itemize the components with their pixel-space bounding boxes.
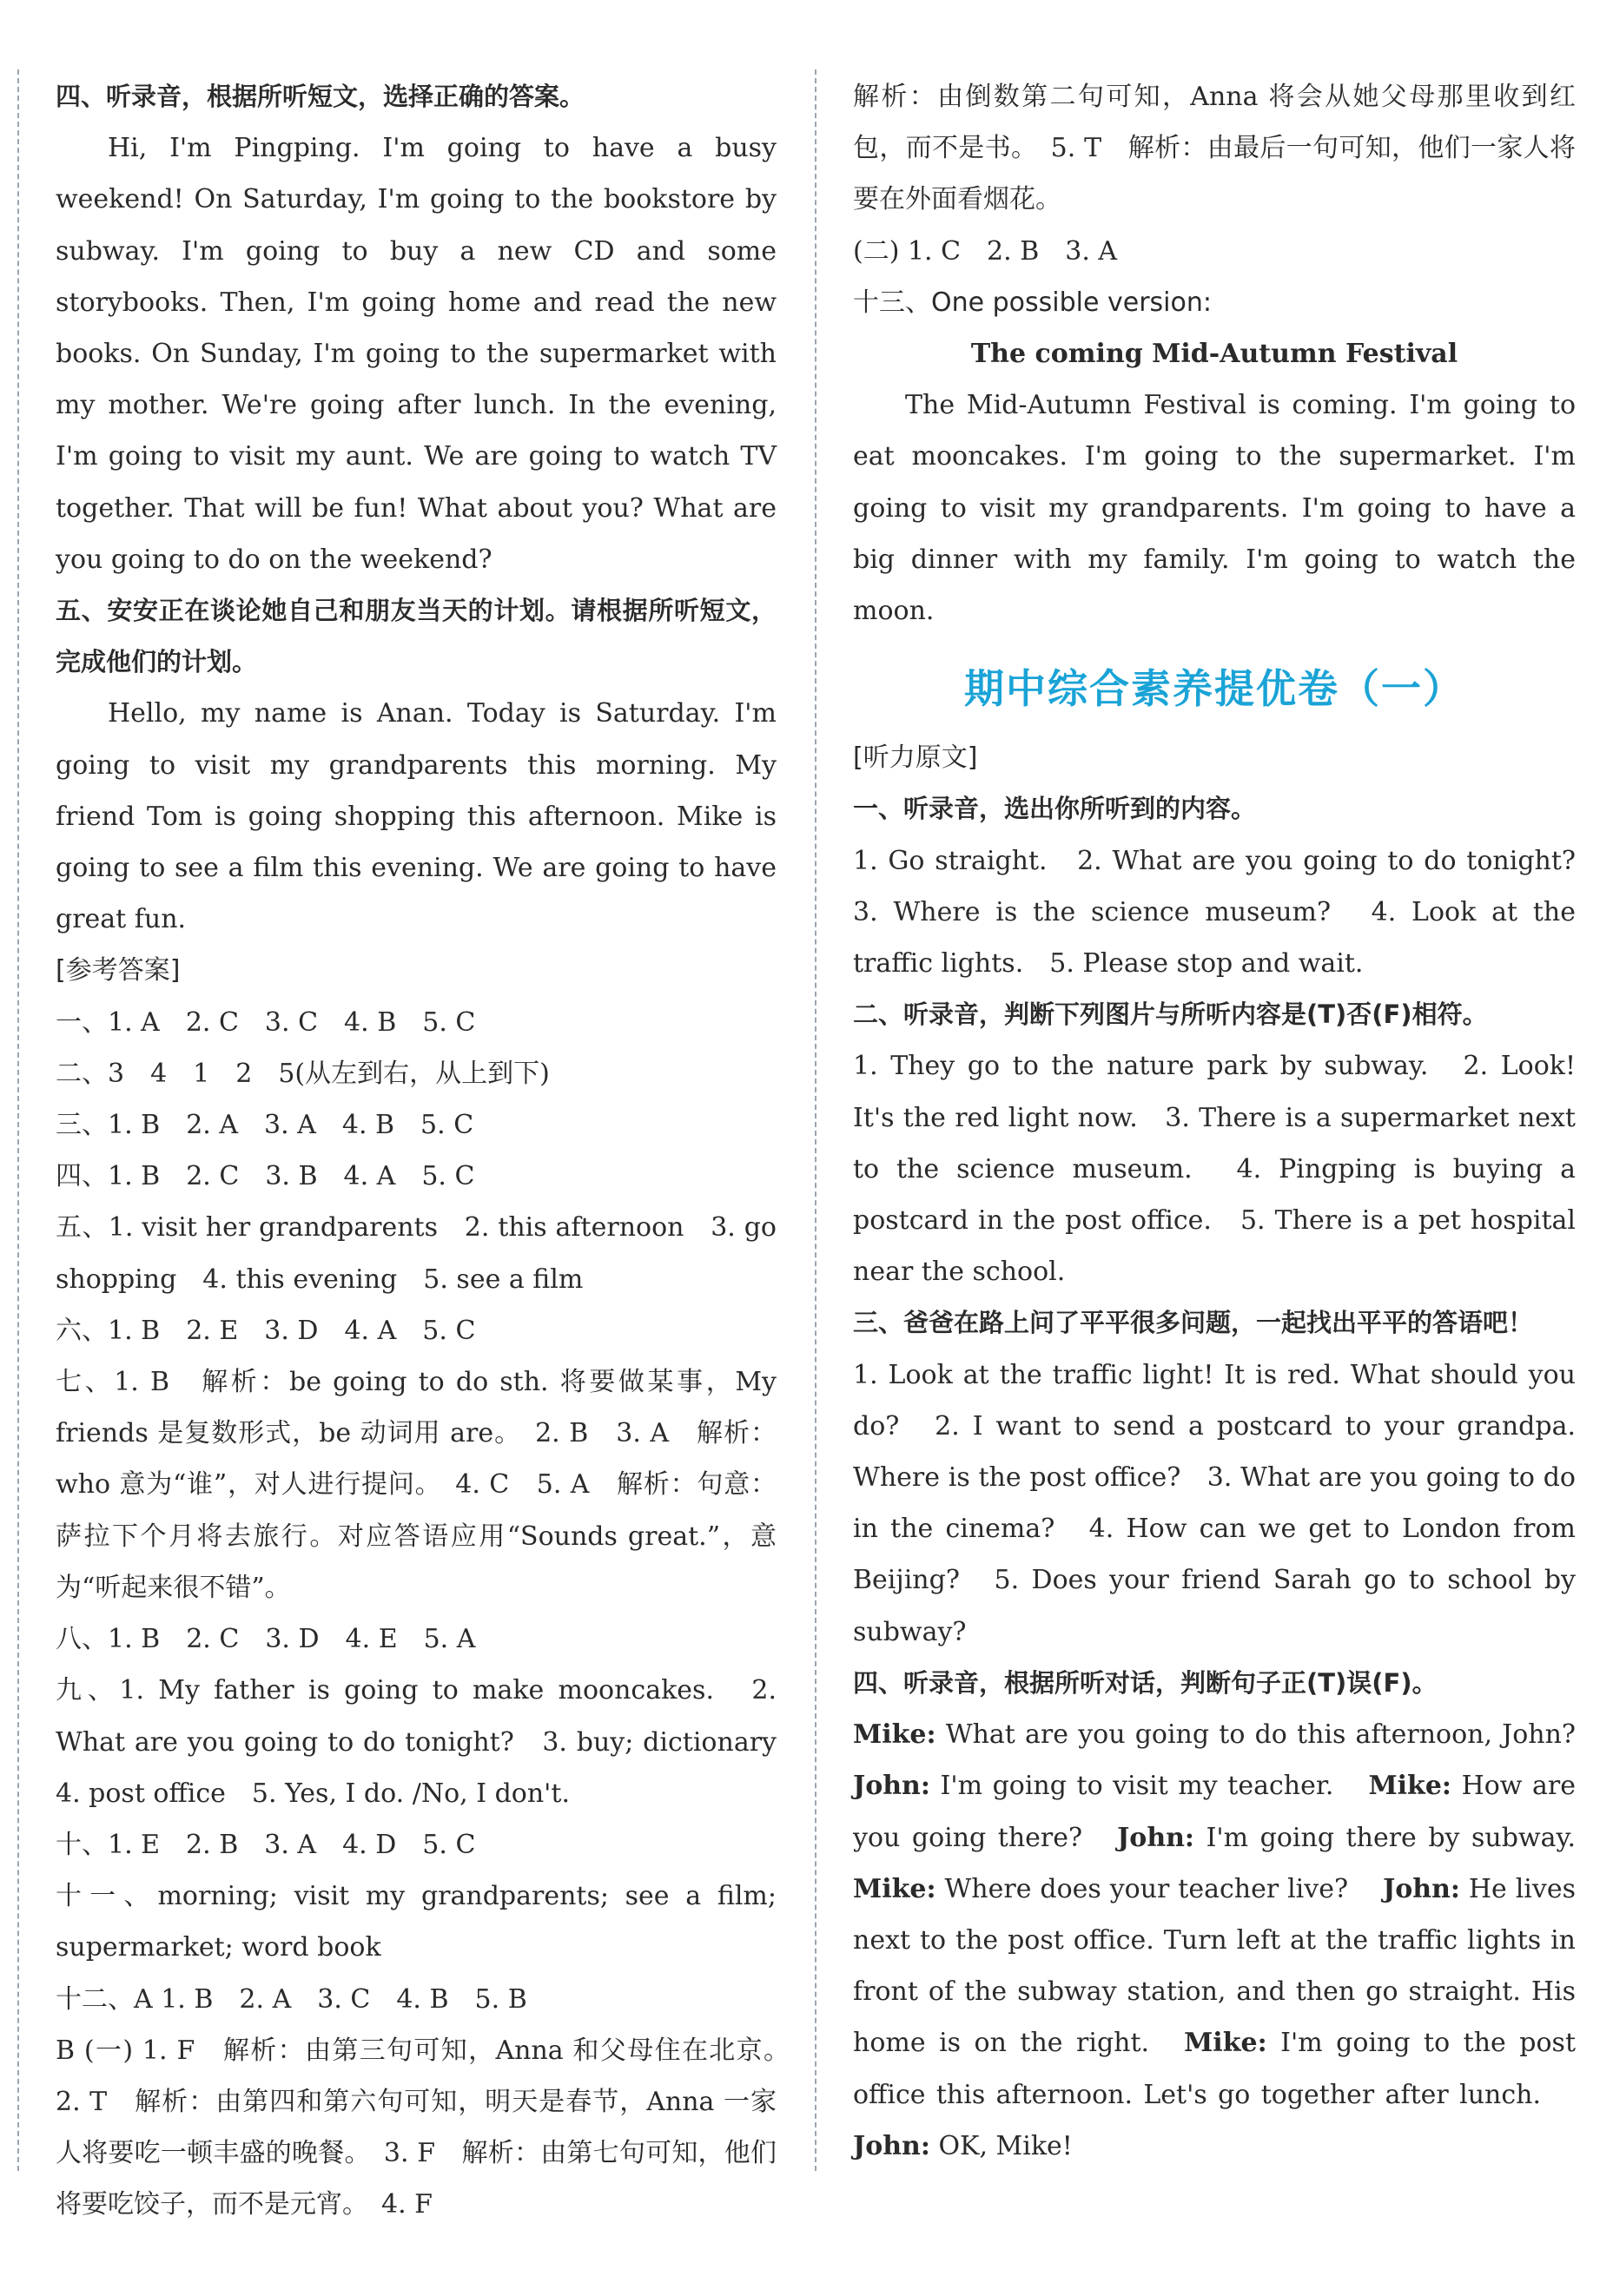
answer-9: 九、1. My father is going to make mooncakes. 2. What are you going to do tonight? 3. buy; dictionary 4. post office 5. Yes, I do. /No, I don't. bbox=[56, 1675, 803, 1809]
dialogue-speaker: Mike: bbox=[853, 1873, 936, 1904]
dialogue-speaker: John: bbox=[1117, 1822, 1195, 1853]
answer-12-b-part-2: (二) 1. C 2. B 3. A bbox=[853, 235, 1118, 267]
answer-8: 八、1. B 2. C 3. D 4. E 5. A bbox=[56, 1624, 476, 1655]
dialogue-line: I'm going to the post office this afternoon. Let's go together after lunch. bbox=[853, 2028, 1576, 2110]
listening-script-label: [听力原文] bbox=[853, 742, 978, 774]
answer-4: 四、1. B 2. C 3. B 4. A 5. C bbox=[56, 1161, 475, 1192]
listening-section-1-body: 1. Go straight. 2. What are you going to do tonight? 3. Where is the science museum? 4. Look at the traffic lights. 5. Please stop and wait. bbox=[853, 845, 1602, 980]
dialogue-speaker: John: bbox=[853, 1771, 930, 1802]
section-5-heading: 五、安安正在谈论她自己和朋友当天的计划。请根据所听短文，完成他们的计划。 bbox=[56, 596, 777, 677]
left-margin-rule bbox=[17, 69, 19, 2171]
listening-section-3-heading: 三、爸爸在路上问了平平很多问题，一起找出平平的答语吧！ bbox=[853, 1308, 1534, 1338]
dialogue-speaker: Mike: bbox=[1368, 1771, 1451, 1802]
listening-section-3-body: 1. Look at the traffic light! It is red. What should you do? 2. I want to send a postcard to your grandpa. Where is the post office? 3. What are you going to do in the cinema? 4. How can we get to London from Beijing? 5. Does your friend Sarah go to school by subway? bbox=[853, 1359, 1576, 1647]
section-4-heading: 四、听录音，根据所听短文，选择正确的答案。 bbox=[56, 82, 585, 111]
answer-6: 六、1. B 2. E 3. D 4. A 5. C bbox=[56, 1315, 476, 1346]
dialogue bbox=[853, 1709, 1576, 2172]
answer-10: 十、1. E 2. B 3. A 4. D 5. C bbox=[56, 1829, 476, 1860]
answer-12-b-continued: 解析：由倒数第二句可知，Anna 将会从她父母那里收到红包，而不是书。 5. T 解析：由最后一句可知，他们一家人将要在外面看烟花。 bbox=[853, 82, 1576, 215]
dialogue-speaker: John: bbox=[1383, 1873, 1460, 1904]
right-column bbox=[853, 71, 1602, 2172]
answer-1: 一、1. A 2. C 3. C 4. B 5. C bbox=[56, 1006, 476, 1038]
dialogue-line: Where does your teacher live? bbox=[944, 1873, 1349, 1904]
left-column bbox=[56, 71, 803, 2231]
listening-section-2-heading: 二、听录音，判断下列图片与所听内容是(T)否(F)相符。 bbox=[853, 1000, 1488, 1030]
answer-12-b: B (一) 1. F 解析：由第三句可知，Anna 和父母住在北京。 2. T 解析：由第四和第六句可知，明天是春节，Anna 一家人将要吃一顿丰盛的晚餐。 3. F 解析：由第七句可知，他们将要吃饺子，而不是元宵。 4. F bbox=[56, 2035, 803, 2220]
dialogue-line: What are you going to do this afternoon, John? bbox=[945, 1719, 1576, 1751]
column-divider bbox=[815, 69, 816, 2171]
section-5-passage: Hello, my name is Anan. Today is Saturday. I'm going to visit my grandparents this morning. My friend Tom is going shopping this afternoon. Mike is going to see a film this evening. We are going to have great fun. bbox=[56, 698, 777, 935]
dialogue-line: How are you going there? bbox=[853, 1771, 1576, 1853]
answer-3: 三、1. B 2. A 3. A 4. B 5. C bbox=[56, 1110, 474, 1141]
dialogue-speaker: Mike: bbox=[853, 1719, 936, 1751]
section-13-label: 十三、One possible version: bbox=[853, 287, 1212, 318]
dialogue-line: He lives next to the post office. Turn left at the traffic lights in front of the subway station, and then go straight. His home is on the right. bbox=[853, 1873, 1576, 2059]
exam-title: 期中综合素养提优卷（一） bbox=[964, 665, 1464, 713]
dialogue-line: I'm going to visit my teacher. bbox=[940, 1771, 1334, 1802]
essay-body: The Mid-Autumn Festival is coming. I'm going to eat mooncakes. I'm going to the supermarket. I'm going to visit my grandparents. I'm going to have a big dinner with my family. I'm going to watch the moon. bbox=[853, 390, 1576, 627]
answer-key-label: [参考答案] bbox=[56, 955, 181, 986]
answer-2: 二、3 4 1 2 5(从左到右，从上到下) bbox=[56, 1058, 550, 1089]
dialogue-line: I'm going there by subway. bbox=[1206, 1822, 1576, 1853]
dialogue-speaker: Mike: bbox=[1184, 2028, 1267, 2059]
answer-5: 五、1. visit her grandparents 2. this afternoon 3. go shopping 4. this evening 5. see a film bbox=[56, 1212, 777, 1295]
listening-section-4-heading: 四、听录音，根据所听对话，判断句子正(T)误(F)。 bbox=[853, 1667, 1438, 1698]
dialogue-speaker: John: bbox=[853, 2130, 930, 2161]
listening-section-2-body: 1. They go to the nature park by subway. 2. Look! It's the red light now. 3. There is a supermarket next to the science museum. 4. Pingping is buying a postcard in the post office. 5. There is a pet hospital near the school. bbox=[853, 1051, 1576, 1288]
answer-12-a: 十二、A 1. B 2. A 3. C 4. B 5. B bbox=[56, 1983, 527, 2015]
answer-11: 十一、morning; visit my grandparents; see a film; supermarket; word book bbox=[56, 1881, 777, 1963]
essay-title: The coming Mid-Autumn Festival bbox=[970, 339, 1458, 370]
answer-7: 七、1. B 解析：be going to do sth. 将要做某事，My friends 是复数形式，be 动词用 are。 2. B 3. A 解析：who 意为“谁”，对人进行提问。 4. C 5. A 解析：句意：萨拉下个月将去旅行。对应答语应用“Sounds great.”，意为“听起来很不错”。 bbox=[56, 1367, 777, 1603]
listening-section-1-heading: 一、听录音，选出你所听到的内容。 bbox=[853, 794, 1257, 824]
section-4-passage: Hi, I'm Pingping. I'm going to have a busy weekend! On Saturday, I'm going to the bookstore by subway. I'm going to buy a new CD and some storybooks. Then, I'm going home and read the new books. On Sunday, I'm going to the supermarket with my mother. We're going after lunch. In the evening, I'm going to visit my aunt. We are going to watch TV together. That will be fun! What about you? What are you going to do on the weekend? bbox=[56, 133, 777, 575]
dialogue-line: OK, Mike! bbox=[938, 2130, 1073, 2161]
